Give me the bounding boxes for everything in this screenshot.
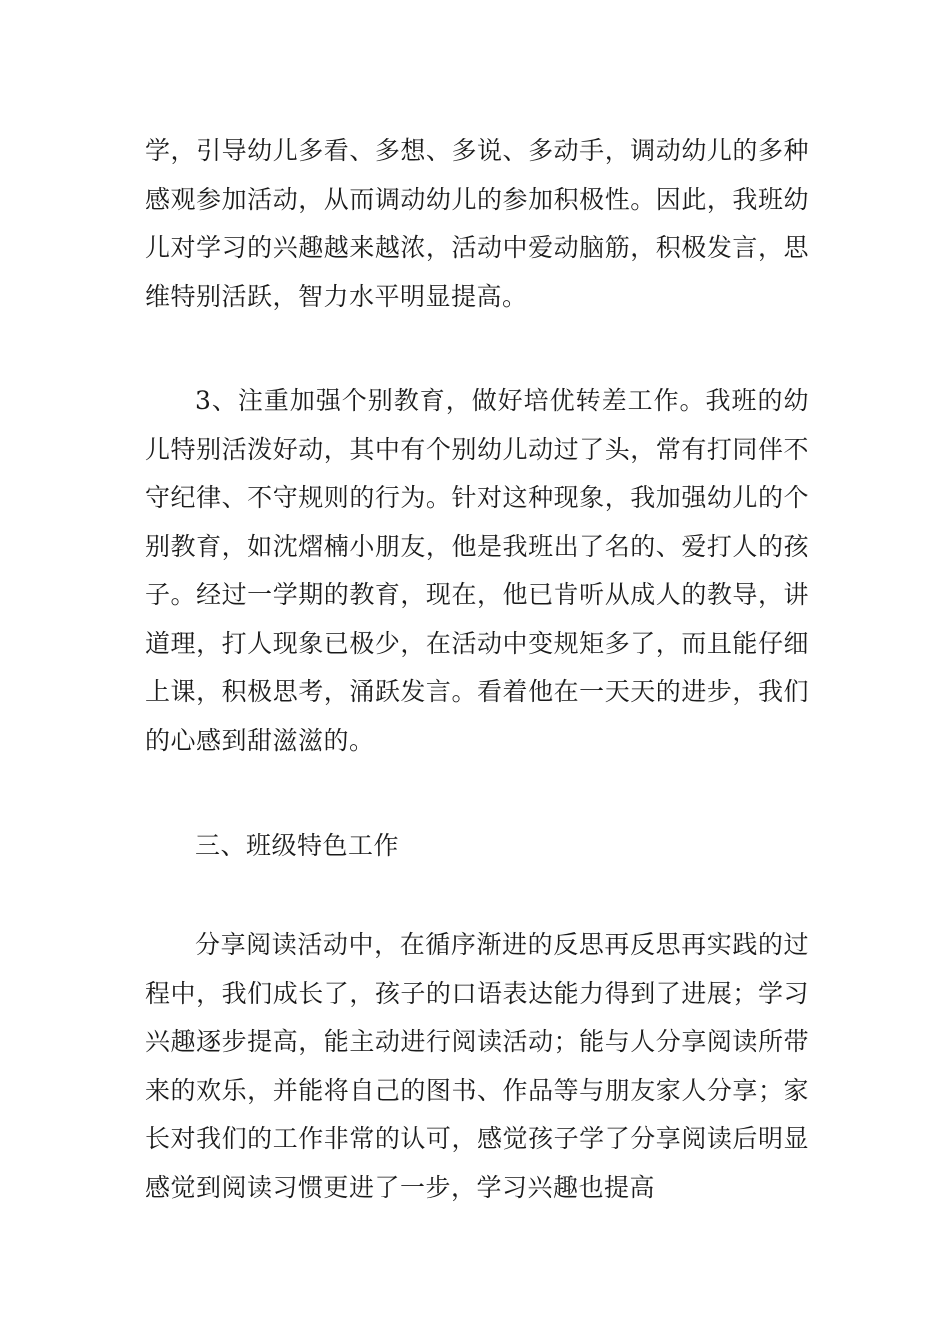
paragraph-individual-education: 3、注重加强个别教育，做好培优转差工作。我班的幼儿特别活泼好动，其中有个别幼儿动过了头，常有打同伴不守纪律、不守规则的行为。针对这种现象，我加强幼儿的个别教育，如沈熠楠小朋友，他是我班出了名的、爱打人的孩子。经过一学期的教育，现在，他已肯听从成人的教导，讲道理，打人现象已极少，在活动中变规矩多了，而且能仔细上课，积极思考，涌跃发言。看着他在一天天的进步，我们的心感到甜滋滋的。 [145, 386, 809, 755]
section-heading: 三、班级特色工作 [195, 831, 400, 860]
paragraph-continuation: 学，引导幼儿多看、多想、多说、多动手，调动幼儿的多种感观参加活动，从而调动幼儿的参加积极性。因此，我班幼儿对学习的兴趣越来越浓，活动中爱动脑筋，积极发言，思维特别活跃，智力水平明显提高。 [145, 136, 809, 311]
paragraph-shared-reading: 分享阅读活动中，在循序渐进的反思再反思再实践的过程中，我们成长了，孩子的口语表达能力得到了进展；学习兴趣逐步提高，能主动进行阅读活动；能与人分享阅读所带来的欢乐，并能将自己的图书、作品等与朋友家人分享；家长对我们的工作非常的认可，感觉孩子学了分享阅读后明显感觉到阅读习惯更进了一步，学习兴趣也提高 [145, 930, 809, 1202]
